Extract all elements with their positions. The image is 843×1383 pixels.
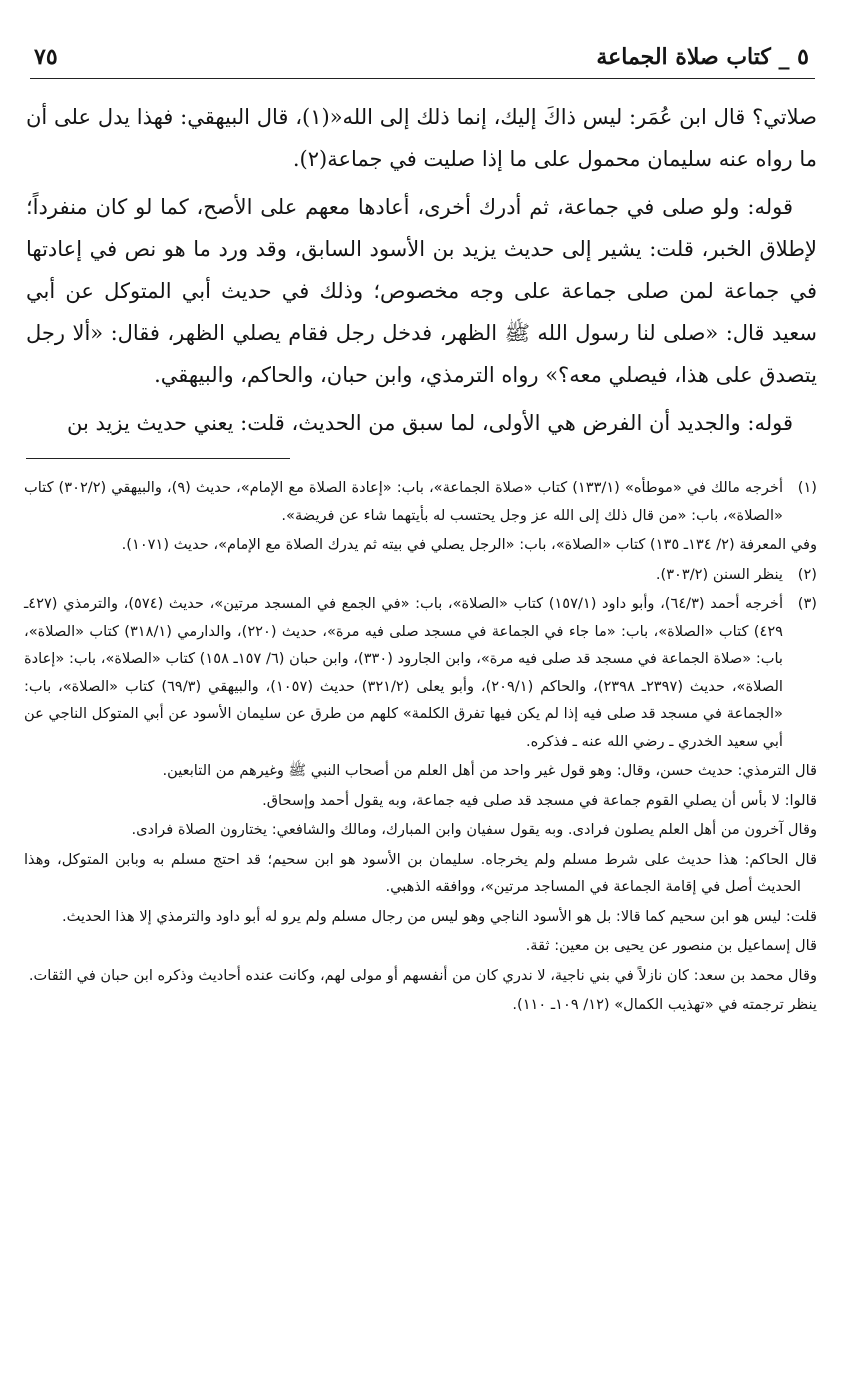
- paragraph: قوله: ولو صلى في جماعة، ثم أدرك أخرى، أعادها معهم على الأصح، كما لو كان منفرداً؛ لإطلاق الخبر، قلت: يشير إلى حديث يزيد بن الأسود السابق، وقد ورد ما هو نص في إعادتها في جماعة لمن صلى جماعة على وجه مخصوص؛ وذلك في حديث أبي المتوكل عن أبي سعيد قال: «صلى لنا رسول الله ﷺ الظهر، فدخل رجل فقام يصلي الظهر، فقال: «ألا رجل يتصدق على هذا، فيصلي معه؟» رواه الترمذي، وابن حبان، والحاكم، والبيهقي.: [26, 195, 817, 387]
- paragraph: قوله: والجديد أن الفرض هي الأولى، لما سبق من الحديث، قلت: يعني حديث يزيد بن: [67, 411, 793, 435]
- footnote-continuation: ينظر ترجمته في «تهذيب الكمال» (١٢/ ١٠٩ـ ١١٠).: [512, 996, 817, 1013]
- footnote-number: (١): [797, 479, 817, 496]
- paragraph: صلاتي؟ قال ابن عُمَر: ليس ذاكَ إليك، إنما ذلك إلى الله«(١)، قال البيهقي: فهذا يدل على أن ما رواه عنه سليمان محمول على ما إذا صليت في جماعة(٢).: [26, 105, 817, 171]
- footnote-continuation: قال الحاكم: هذا حديث على شرط مسلم ولم يخرجاه. سليمان بن الأسود هو ابن سحيم؛ قد احتج مسلم به وبابن المتوكل، وهذا الحديث أصل في إقامة الجماعة في المساجد مرتين»، ووافقه الذهبي.: [24, 850, 817, 895]
- page-number: ٧٥: [34, 44, 58, 70]
- page-header: [30, 40, 815, 79]
- footnote: [24, 561, 817, 589]
- footnotes: [24, 474, 817, 1021]
- footnote-continuation: وفي المعرفة (٢/ ١٣٤ـ ١٣٥) كتاب «الصلاة»، باب: «الرجل يصلي في بيته ثم يدرك الصلاة مع الإمام»، حديث (١٠٧١).: [121, 536, 817, 553]
- footnote-continuation: وقال محمد بن سعد: كان نازلاً في بني ناجية، لا ندري كان من أنفسهم أو مولى لهم، وكانت عنده أحاديث وذكره ابن حبان في الثقات.: [28, 966, 817, 984]
- footnote-number: (٣): [797, 595, 817, 612]
- footnote: [24, 590, 817, 755]
- footnote: [24, 474, 817, 529]
- running-title: ٥ _ كتاب صلاة الجماعة: [596, 44, 809, 70]
- footnote-separator: [26, 458, 290, 459]
- footnote-continuation: وقال آخرون من أهل العلم يصلون فرادى. وبه يقول سفيان وابن المبارك، ومالك والشافعي: يختارون الصلاة فرادى.: [131, 821, 817, 838]
- footnote-continuation: قالوا: لا بأس أن يصلي القوم جماعة في مسجد قد صلى فيه جماعة، وبه يقول أحمد وإسحاق.: [262, 791, 817, 809]
- footnote-number: (٢): [797, 565, 817, 583]
- main-text: [26, 96, 817, 450]
- footnote-continuation: قال إسماعيل بن منصور عن يحيى بن معين: ثقة.: [525, 937, 817, 954]
- footnote-text: أخرجه مالك في «موطأه» (١٣٣/١) كتاب «صلاة الجماعة»، باب: «إعادة الصلاة مع الإمام»، حديث (٩)، والبيهقي (٣٠٢/٢) كتاب «الصلاة»، باب: «من قال ذلك إلى الله عز وجل يحتسب له بأيتهما شاء عن فريضة».: [24, 479, 783, 524]
- footnote-text: ينظر السنن (٣٠٣/٢).: [655, 565, 783, 583]
- footnote-continuation: قال الترمذي: حديث حسن، وقال: وهو قول غير واحد من أهل العلم من أصحاب النبي ﷺ وغيرهم من التابعين.: [162, 762, 817, 779]
- footnote-text: أخرجه أحمد (٦٤/٣)، وأبو داود (١٥٧/١) كتاب «الصلاة»، باب: «في الجمع في المسجد مرتين»، حديث (٥٧٤)، والترمذي (٤٢٧ـ ٤٢٩) كتاب «الصلاة»، باب: «ما جاء في الجماعة في مسجد صلى فيه مرة»، حديث (٢٢٠)، والدارمي (٣١٨/١) كتاب «الصلاة»، باب: «صلاة الجماعة في مسجد قد صلى فيه مرة»، وابن الجارود (٣٣٠)، وابن حبان (٦/ ١٥٧ـ ١٥٨) كتاب «الصلاة»، باب: «إعادة الصلاة»، حديث (٢٣٩٧ـ ٢٣٩٨)، والحاكم (٢٠٩/١)، وأبو يعلى (٣٢١/٢) حديث (١٠٥٧)، والبيهقي (٦٩/٣) كتاب «الصلاة»، باب: «الجماعة في مسجد قد صلى فيه إذا لم يكن فيها تفرق الكلمة» كلهم من طرق عن سليمان الأسود عن أبي المتوكل الناجي عن أبي سعيد الخدري ـ رضي الله عنه ـ فذكره.: [24, 595, 783, 750]
- footnote-continuation: قلت: ليس هو ابن سحيم كما قالا: بل هو الأسود الناجي وهو ليس من رجال مسلم ولم يرو له أبو داود والترمذي إلا هذا الحديث.: [62, 907, 817, 925]
